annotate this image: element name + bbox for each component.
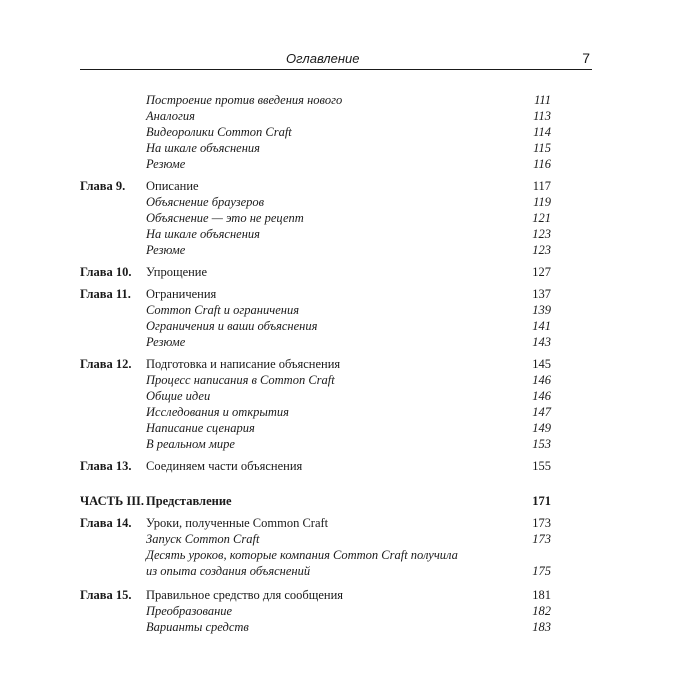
- toc-section-entry: [80, 242, 551, 258]
- entry-title: Варианты средств: [146, 620, 249, 634]
- toc-section-entry: [80, 372, 551, 388]
- entry-page-number: 173: [532, 516, 551, 530]
- entry-page-number: 182: [532, 604, 551, 618]
- entry-title: Написание сценария: [146, 421, 255, 435]
- toc-section-entry: [80, 563, 551, 579]
- entry-label: Глава 12.: [80, 357, 132, 371]
- entry-label: Глава 9.: [80, 179, 126, 193]
- entry-page-number: 153: [532, 437, 551, 451]
- entry-title: Объяснение браузеров: [146, 195, 265, 209]
- entry-title: На шкале объяснения: [146, 141, 260, 155]
- entry-page-number: 145: [532, 357, 551, 371]
- entry-title: Common Craft и ограничения: [146, 303, 300, 317]
- entry-page-number: 146: [532, 373, 551, 387]
- entry-title: Преобразование: [146, 604, 233, 618]
- entry-title: Общие идеи: [146, 389, 211, 403]
- entry-page-number: 113: [533, 109, 551, 123]
- entry-page-number: 121: [532, 211, 551, 225]
- entry-title: Резюме: [146, 243, 186, 257]
- entry-title: Исследования и открытия: [146, 405, 289, 419]
- entry-page-number: 173: [532, 532, 551, 546]
- running-header: [80, 49, 592, 70]
- entry-title: Видеоролики Common Craft: [146, 125, 292, 139]
- toc-chapter-entry: [80, 356, 551, 372]
- entry-page-number: 123: [532, 227, 551, 241]
- entry-label: Глава 13.: [80, 459, 132, 473]
- toc-section-entry: [80, 388, 551, 404]
- entry-page-number: 115: [533, 141, 551, 155]
- entry-page-number: 147: [532, 405, 551, 419]
- entry-title: Правильное средство для сообщения: [146, 588, 344, 602]
- toc-chapter-entry: [80, 178, 551, 194]
- entry-title: Уроки, полученные Common Craft: [146, 516, 329, 530]
- entry-page-number: 175: [532, 564, 551, 578]
- toc-section-entry: [80, 404, 551, 420]
- entry-page-number: 181: [532, 588, 551, 602]
- toc-section-entry: [80, 92, 551, 108]
- header-title: Оглавление: [286, 51, 360, 66]
- entry-title: Ограничения и ваши объяснения: [146, 319, 318, 333]
- entry-page-number: 127: [532, 265, 551, 279]
- toc-section-entry: [80, 531, 551, 547]
- entry-title: Десять уроков, которые компания Common Craft получила: [146, 548, 458, 562]
- entry-page-number: 149: [532, 421, 551, 435]
- entry-page-number: 146: [532, 389, 551, 403]
- entry-title: Аналогия: [146, 109, 195, 123]
- entry-title: Резюме: [146, 335, 186, 349]
- toc-section-entry: [80, 210, 551, 226]
- toc-section-entry: [80, 156, 551, 172]
- entry-page-number: 119: [533, 195, 551, 209]
- entry-title: Ограничения: [146, 287, 217, 301]
- entry-title: Процесс написания в Common Craft: [146, 373, 335, 387]
- toc-section-entry: [80, 547, 551, 563]
- entry-title: Построение против введения нового: [146, 93, 343, 107]
- toc-chapter-entry: [80, 493, 551, 509]
- entry-label: ЧАСТЬ III.: [80, 494, 145, 508]
- entry-page-number: 183: [532, 620, 551, 634]
- toc-chapter-entry: [80, 264, 551, 280]
- entry-title: Описание: [146, 179, 199, 193]
- entry-page-number: 141: [532, 319, 551, 333]
- toc-section-entry: [80, 603, 551, 619]
- entry-label: Глава 15.: [80, 588, 132, 602]
- entry-label: Глава 14.: [80, 516, 132, 530]
- entry-title: Запуск Common Craft: [146, 532, 260, 546]
- entry-title: Упрощение: [146, 265, 208, 279]
- toc-section-entry: [80, 108, 551, 124]
- toc-chapter-entry: [80, 286, 551, 302]
- toc-section-entry: [80, 420, 551, 436]
- toc-section-entry: [80, 436, 551, 452]
- entry-page-number: 111: [534, 93, 551, 107]
- entry-title: Резюме: [146, 157, 186, 171]
- entry-page-number: 155: [532, 459, 551, 473]
- entry-label: Глава 11.: [80, 287, 131, 301]
- entry-page-number: 143: [532, 335, 551, 349]
- entry-page-number: 116: [533, 157, 551, 171]
- toc-section-entry: [80, 318, 551, 334]
- entry-title: На шкале объяснения: [146, 227, 260, 241]
- toc-chapter-entry: [80, 458, 551, 474]
- entry-title: Подготовка и написание объяснения: [146, 357, 341, 371]
- toc-section-entry: [80, 194, 551, 210]
- entry-title: Объяснение — это не рецепт: [146, 211, 304, 225]
- entry-page-number: 114: [533, 125, 551, 139]
- entry-label: Глава 10.: [80, 265, 132, 279]
- entry-page-number: 137: [532, 287, 551, 301]
- entry-title: Соединяем части объяснения: [146, 459, 303, 473]
- entry-title: Представление: [146, 494, 232, 508]
- header-page-number: 7: [582, 50, 590, 66]
- entry-title: В реальном мире: [146, 437, 235, 451]
- entry-page-number: 171: [532, 494, 551, 508]
- toc-chapter-entry: [80, 587, 551, 603]
- entry-title: из опыта создания объяснений: [146, 564, 311, 578]
- entry-page-number: 117: [532, 179, 551, 193]
- toc-section-entry: [80, 226, 551, 242]
- toc-section-entry: [80, 140, 551, 156]
- toc-section-entry: [80, 124, 551, 140]
- entry-page-number: 139: [532, 303, 551, 317]
- toc-section-entry: [80, 334, 551, 350]
- toc-section-entry: [80, 302, 551, 318]
- entry-page-number: 123: [532, 243, 551, 257]
- toc-section-entry: [80, 619, 551, 635]
- toc-chapter-entry: [80, 515, 551, 531]
